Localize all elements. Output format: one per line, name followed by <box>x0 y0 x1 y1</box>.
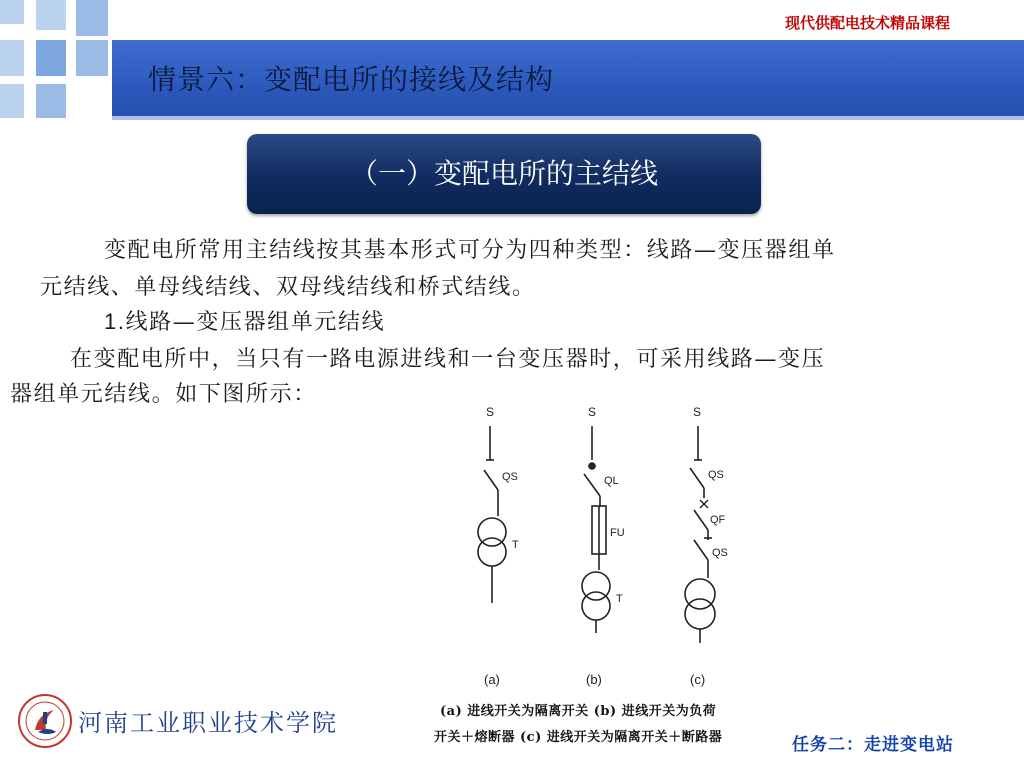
diagram-c-breaker: QF <box>710 514 726 526</box>
diagram-c-switch-2: QS <box>712 547 728 559</box>
corner-square <box>76 0 108 36</box>
diagram-b-source: S <box>588 405 597 419</box>
header-divider <box>112 116 1024 120</box>
diagram-caption-line-2: 开关＋熔断器 (c) 进线开关为隔离开关＋断路器 <box>434 730 723 745</box>
diagram-c-label: (c) <box>690 672 706 687</box>
diagram-b-switch: QL <box>604 475 619 487</box>
corner-square <box>0 84 24 118</box>
diagram-b-fuse: FU <box>610 527 625 539</box>
corner-square <box>36 0 66 30</box>
diagram-a-label: (a) <box>484 672 500 687</box>
item-heading <box>104 305 385 336</box>
diagram-b-transformer: T <box>616 593 623 605</box>
section-title-box <box>247 134 761 214</box>
diagram-c <box>685 405 728 643</box>
task-label: 任务二：走进变电站 <box>792 735 954 755</box>
diagram-c-switch-1: QS <box>708 469 724 481</box>
diagram-a-source: S <box>486 405 495 419</box>
diagram-c-source: S <box>693 405 702 419</box>
paragraph-2-line-2: 器组单元结线。如下图所示： <box>10 382 317 407</box>
course-name: 现代供配电技术精品课程 <box>784 14 950 32</box>
diagram-caption-line-1: (a) 进线开关为隔离开关 (b) 进线开关为负荷 <box>440 704 717 719</box>
item-number: 1. <box>104 309 126 334</box>
corner-square <box>76 40 108 76</box>
wiring-diagram <box>420 398 780 698</box>
page-title: 情景六：变配电所的接线及结构 <box>148 63 555 96</box>
load-switch-symbol <box>584 474 600 496</box>
paragraph-2-line-1: 在变配电所中，当只有一路电源进线和一台变压器时，可采用线路—变压 <box>70 347 826 372</box>
circuit-breaker-symbol <box>700 500 708 508</box>
paragraph-1-line-1: 变配电所常用主结线按其基本形式可分为四种类型：线路—变压器组单 <box>104 238 836 263</box>
section-title: （一）变配电所的主结线 <box>349 157 658 190</box>
corner-square <box>0 40 24 76</box>
diagram-b-label: (b) <box>586 672 602 687</box>
corner-square <box>36 40 66 76</box>
diagram-a <box>478 405 519 603</box>
diagram-a-switch: QS <box>502 471 518 483</box>
school-name: 河南工业职业技术学院 <box>78 709 338 737</box>
diagram-b <box>582 405 625 633</box>
paragraph-1-line-2: 元结线、单母线结线、双母线结线和桥式结线。 <box>40 275 536 300</box>
disconnect-switch-symbol <box>484 470 498 490</box>
corner-square <box>0 0 24 24</box>
diagram-a-transformer: T <box>512 539 519 551</box>
school-logo <box>16 692 74 750</box>
item-title: 线路—变压器组单元结线 <box>125 310 386 335</box>
corner-square <box>36 84 66 118</box>
